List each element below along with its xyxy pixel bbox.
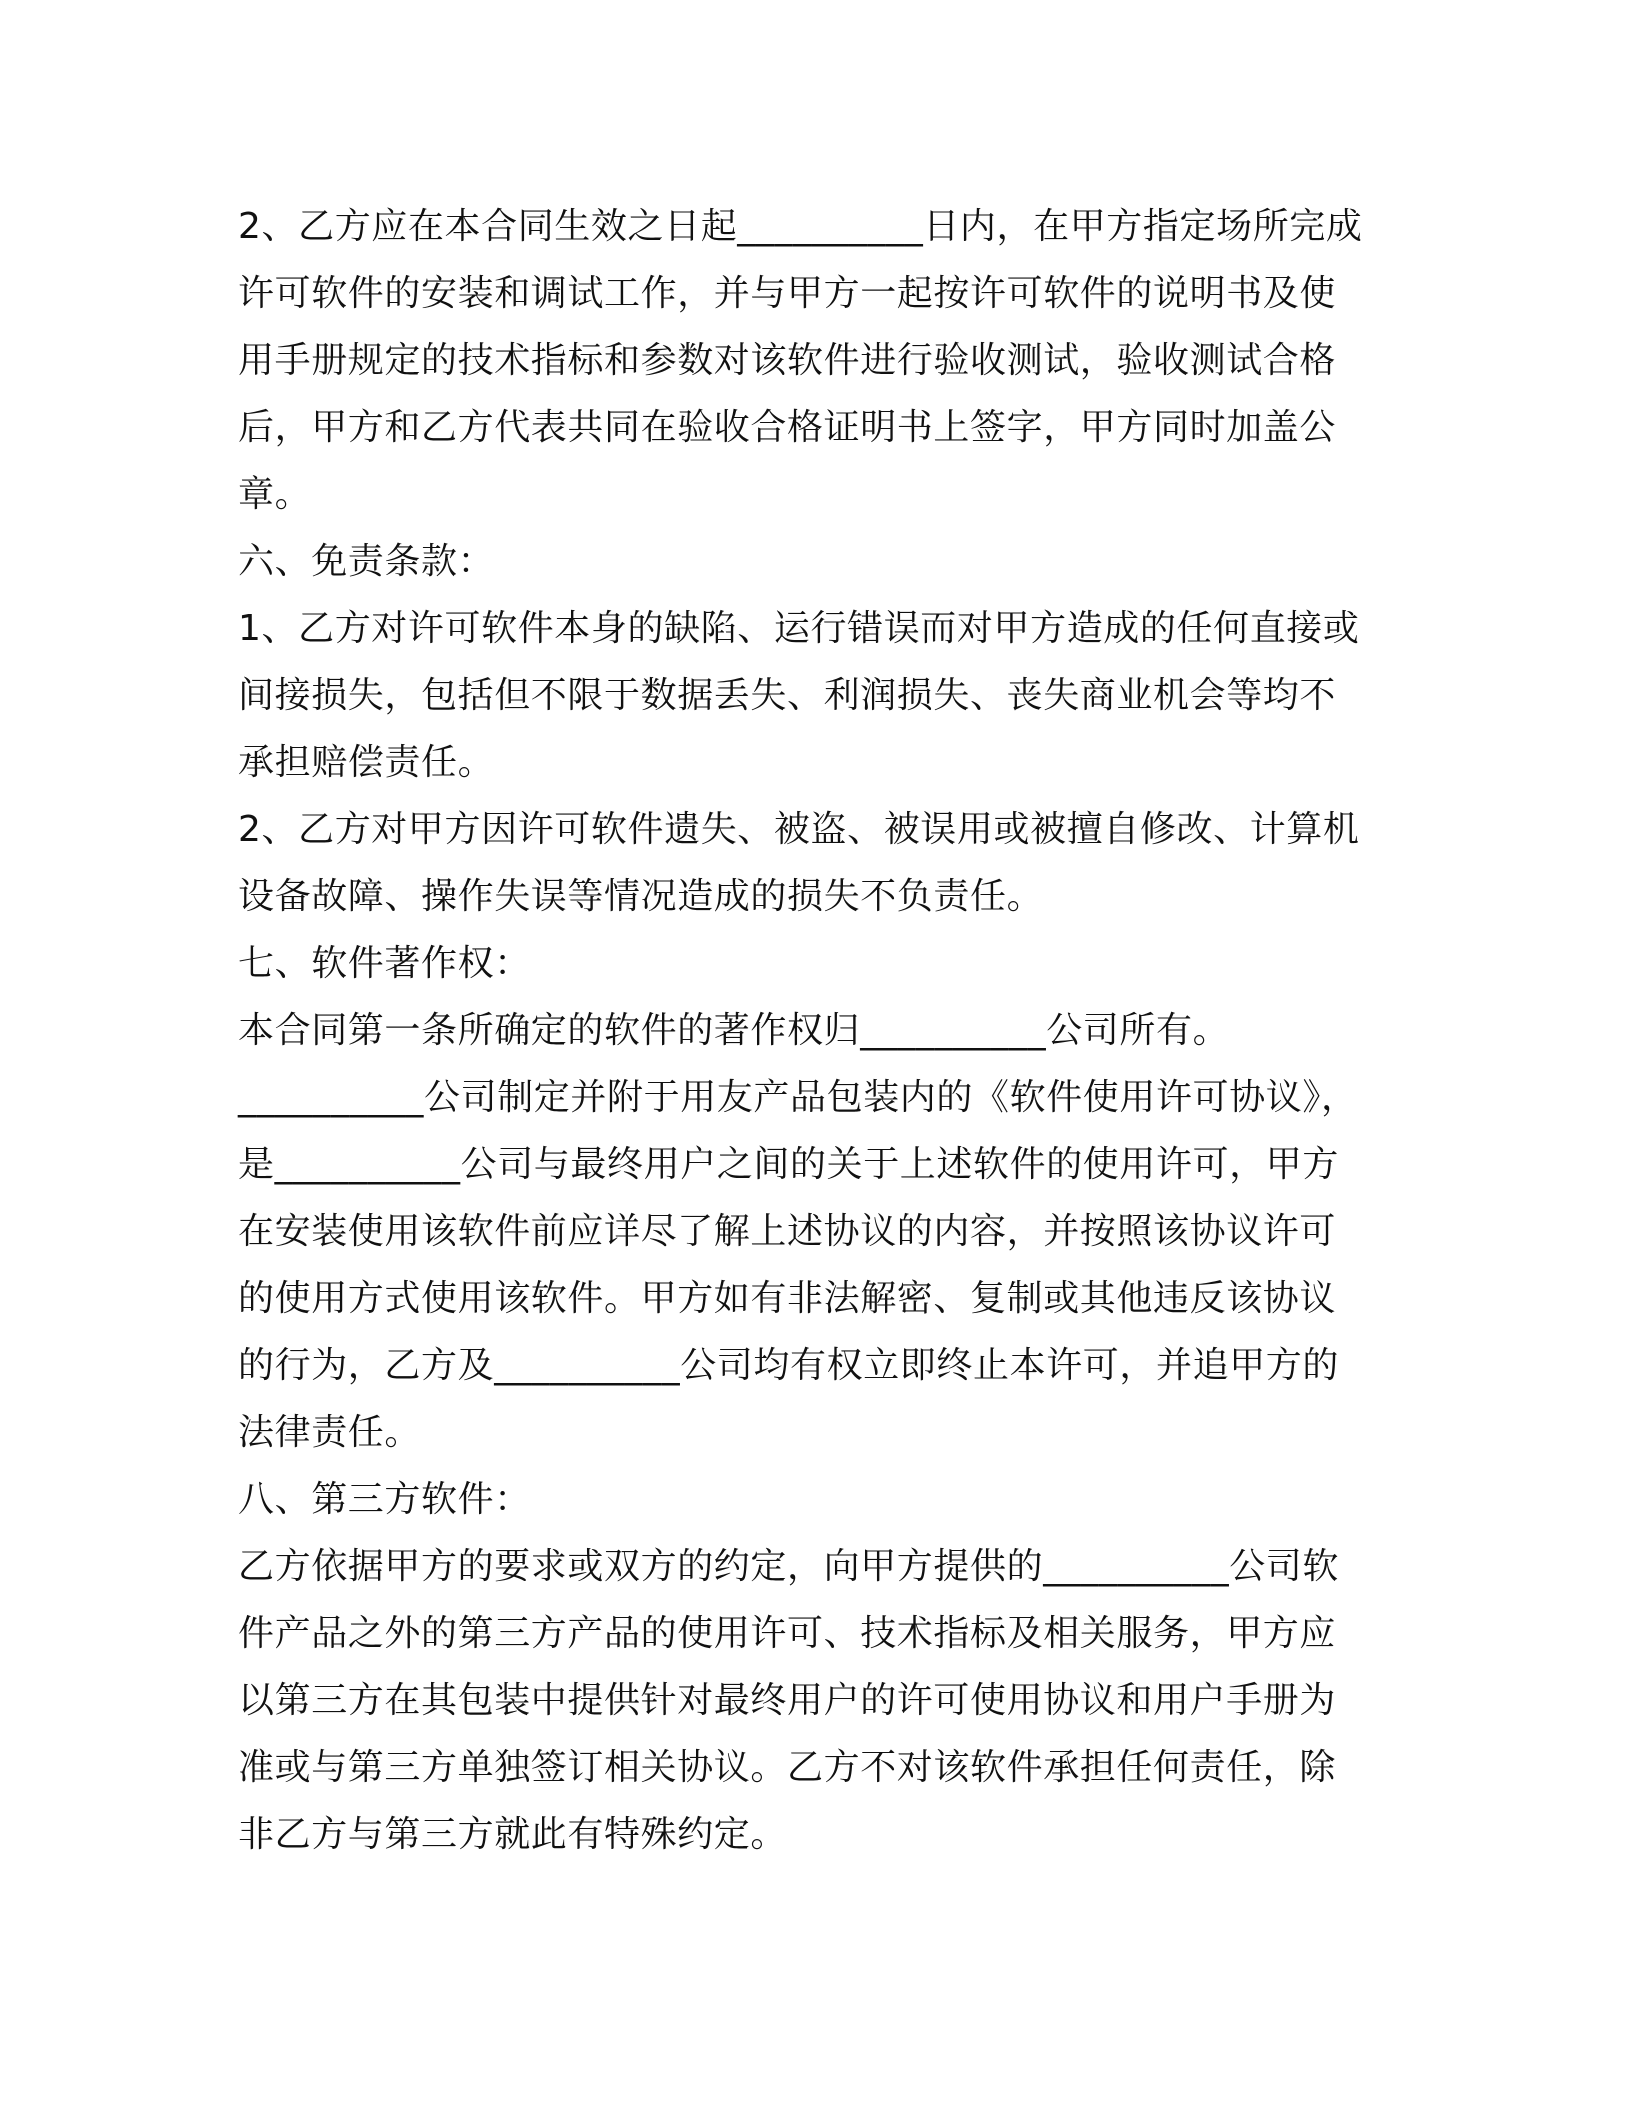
- text-line: 1、乙方对许可软件本身的缺陷、运行错误而对甲方造成的任何直接或: [238, 608, 1360, 649]
- text-line: 的行为，乙方及__________公司均有权立即终止本许可，并追甲方的: [238, 1345, 1339, 1386]
- text-line: 的使用方式使用该软件。甲方如有非法解密、复制或其他违反该协议: [238, 1278, 1337, 1319]
- text-line: 设备故障、操作失误等情况造成的损失不负责任。: [238, 876, 1044, 917]
- text-line: 在安装使用该软件前应详尽了解上述协议的内容，并按照该协议许可: [238, 1211, 1337, 1252]
- section-heading: 七、软件著作权：: [238, 943, 531, 984]
- text-line: 2、乙方对甲方因许可软件遗失、被盗、被误用或被擅自修改、计算机: [238, 809, 1360, 850]
- text-line: 是__________公司与最终用户之间的关于上述软件的使用许可，甲方: [238, 1144, 1339, 1185]
- text-line: 章。: [238, 474, 312, 515]
- text-line: 间接损失，包括但不限于数据丢失、利润损失、丧失商业机会等均不: [238, 675, 1337, 716]
- text-line: 法律责任。: [238, 1412, 422, 1453]
- text-line: 乙方依据甲方的要求或双方的约定，向甲方提供的__________公司软: [238, 1546, 1340, 1587]
- section-heading: 六、免责条款：: [238, 541, 495, 582]
- text-line: 用手册规定的技术指标和参数对该软件进行验收测试，验收测试合格: [238, 340, 1337, 381]
- contract-body: [238, 193, 1378, 1868]
- text-line: 承担赔偿责任。: [238, 742, 495, 783]
- text-line: 许可软件的安装和调试工作，并与甲方一起按许可软件的说明书及使: [238, 273, 1337, 314]
- text-line: 准或与第三方单独签订相关协议。乙方不对该软件承担任何责任，除: [238, 1747, 1337, 1788]
- text-line: 非乙方与第三方就此有特殊约定。: [238, 1814, 788, 1855]
- section-heading: 八、第三方软件：: [238, 1479, 531, 1520]
- text-line: 本合同第一条所确定的软件的著作权归__________公司所有。: [238, 1010, 1230, 1051]
- text-line: __________公司制定并附于用友产品包装内的《软件使用许可协议》，: [238, 1077, 1358, 1118]
- text-line: 后，甲方和乙方代表共同在验收合格证明书上签字，甲方同时加盖公: [238, 407, 1337, 448]
- text-line: 以第三方在其包装中提供针对最终用户的许可使用协议和用户手册为: [238, 1680, 1337, 1721]
- text-line: 件产品之外的第三方产品的使用许可、技术指标及相关服务，甲方应: [238, 1613, 1337, 1654]
- text-line: 2、乙方应在本合同生效之日起__________日内，在甲方指定场所完成: [238, 206, 1363, 247]
